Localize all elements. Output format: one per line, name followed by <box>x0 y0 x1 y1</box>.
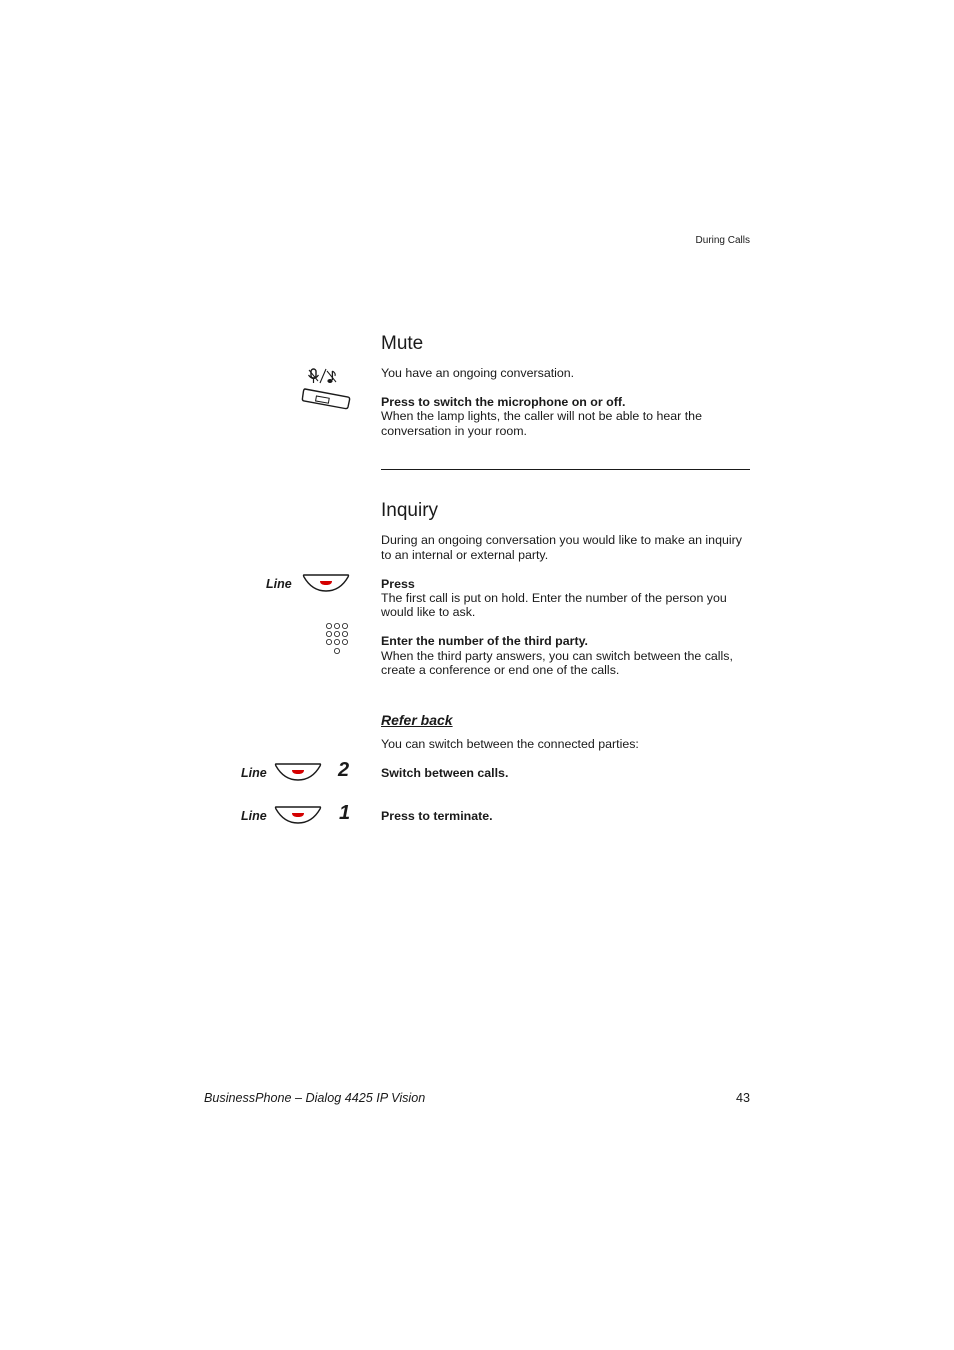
inquiry-step1-title: Press <box>381 577 415 591</box>
line-key-icon <box>274 762 322 782</box>
refer-back-heading: Refer back <box>381 712 453 728</box>
mute-step-title: Press to switch the microphone on or off. <box>381 395 626 409</box>
mute-step-text-1: When the lamp lights, the caller will not be able to hear the <box>381 409 702 423</box>
line-key-icon <box>274 805 322 825</box>
digit-key: 1 <box>339 802 351 824</box>
digit-key: 2 <box>338 759 350 781</box>
mute-heading: Mute <box>381 333 424 354</box>
inquiry-step2-title: Enter the number of the third party. <box>381 634 588 648</box>
page-number: 43 <box>735 1091 750 1105</box>
mute-intro: You have an ongoing conversation. <box>381 366 575 380</box>
footer-title: BusinessPhone – Dialog 4425 IP Vision <box>204 1091 426 1105</box>
inquiry-intro-1: During an ongoing conversation you would like to make an inquiry <box>381 533 742 547</box>
inquiry-step2-text-1: When the third party answers, you can switch between the calls, <box>381 649 733 663</box>
line-key-label: Line <box>241 809 267 823</box>
mute-step-text-2: conversation in your room. <box>381 424 528 438</box>
refer-back-step: Switch between calls. <box>381 766 509 780</box>
line-key-label: Line <box>241 766 267 780</box>
section-divider <box>381 469 750 470</box>
section-header: During Calls <box>695 235 750 246</box>
inquiry-heading: Inquiry <box>381 500 439 521</box>
mute-key-icon <box>300 366 352 412</box>
inquiry-step1-text-1: The first call is put on hold. Enter the number of the person you <box>381 591 727 605</box>
inquiry-intro-2: to an internal or external party. <box>381 548 549 562</box>
inquiry-step2-text-2: create a conference or end one of the calls. <box>381 663 620 677</box>
refer-back-intro: You can switch between the connected parties: <box>381 737 639 751</box>
line-key-icon <box>302 573 350 593</box>
refer-back-step: Press to terminate. <box>381 809 493 823</box>
inquiry-step1-text-2: would like to ask. <box>381 605 476 619</box>
line-key-label: Line <box>266 577 292 591</box>
keypad-icon <box>324 621 352 657</box>
